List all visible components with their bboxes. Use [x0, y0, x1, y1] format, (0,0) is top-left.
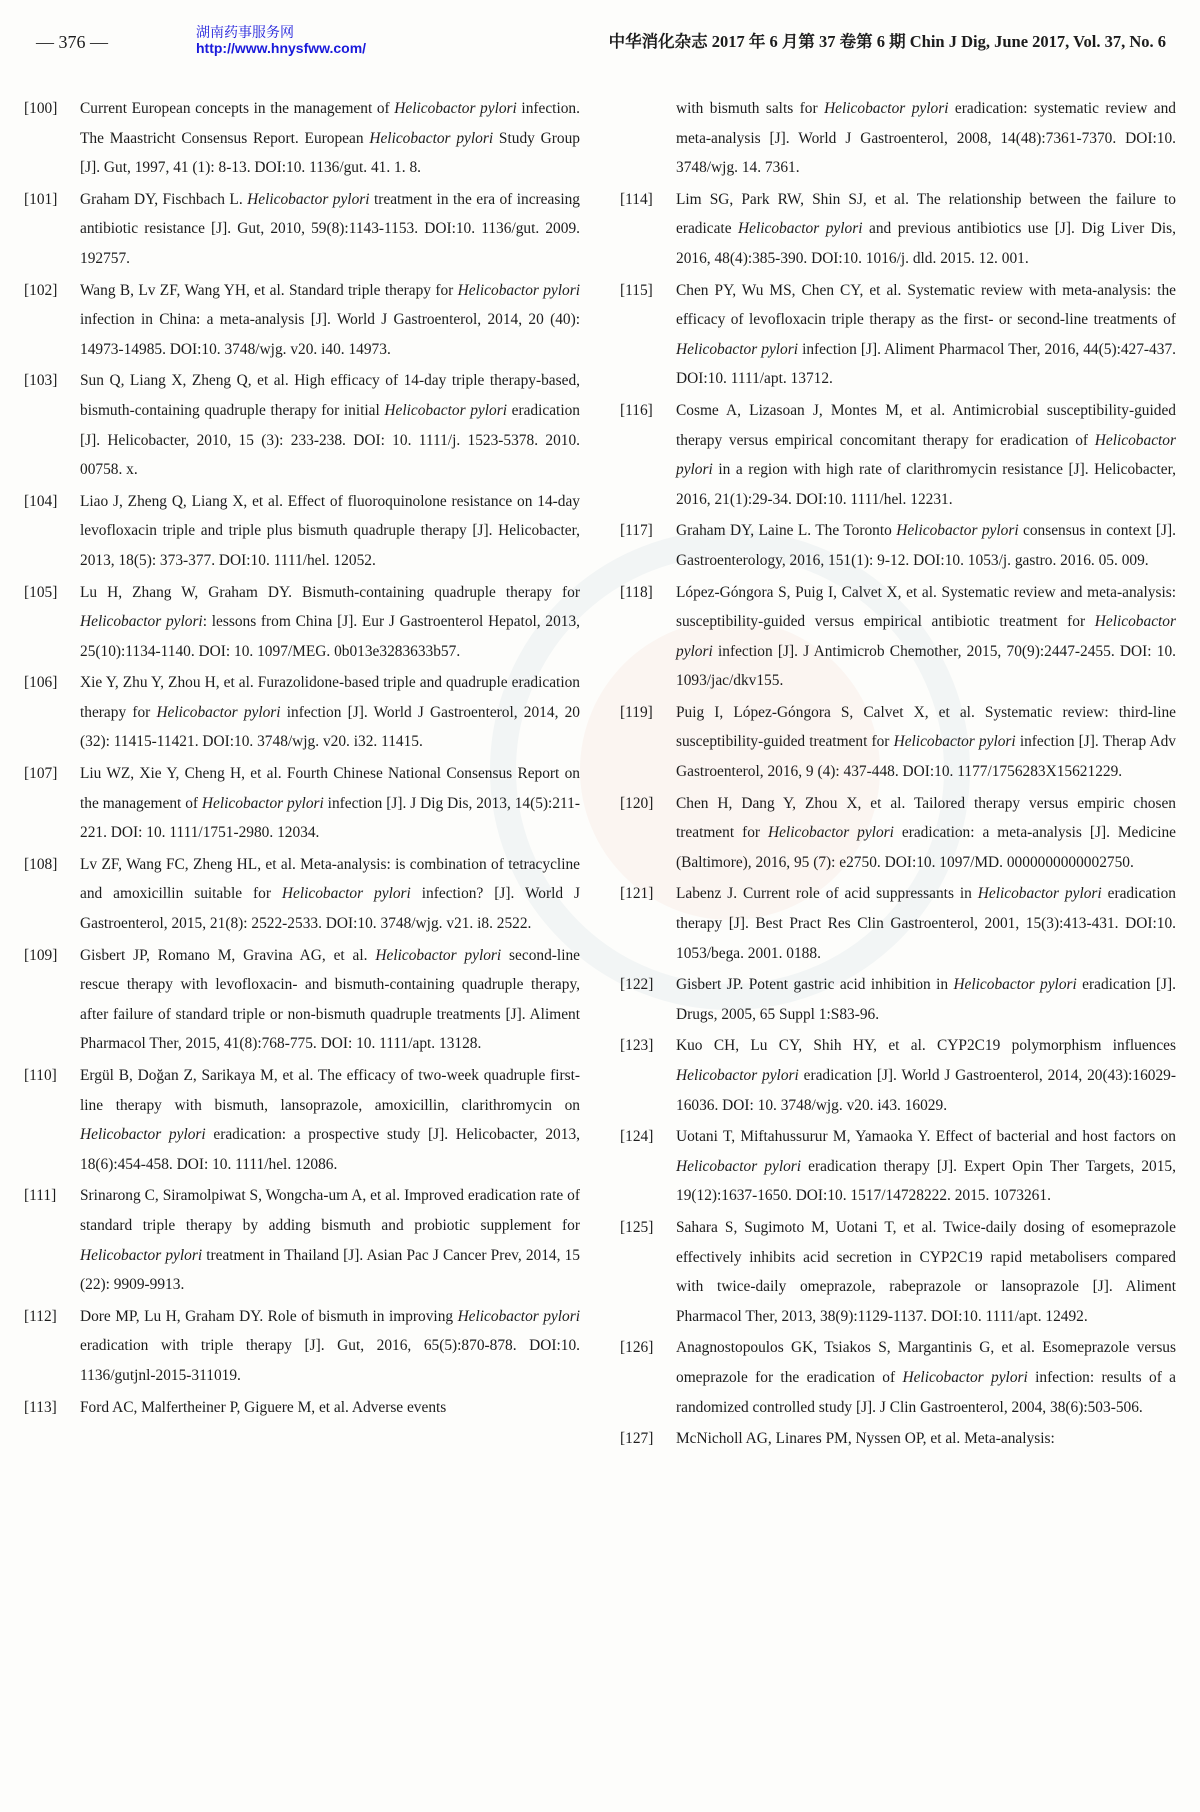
reference-entry	[620, 396, 1176, 514]
reference-text: Lv ZF, Wang FC, Zheng HL, et al. Meta-analysis: is combination of tetracycline and amoxicillin suitable for Helicobactor pylori infection? [J]. World J Gastroenterol, 2015, 21(8): 2522-2533. DOI:10. 3748/wjg. v21. i8. 2522.	[80, 855, 581, 933]
reference-text: López-Góngora S, Puig I, Calvet X, et al. Systematic review and meta-analysis: susceptibility-guided versus empirical antibiotic treatment for Helicobactor pylori infection [J]. J Antimicrob Chemother, 2015, 70(9):2447-2455. DOI: 10. 1093/jac/dkv155.	[676, 583, 1176, 690]
reference-text: Graham DY, Laine L. The Toronto Helicobactor pylori consensus in context [J]. Gastroenterology, 2016, 151(1): 9-12. DOI:10. 1053/j. gastro. 2016. 05. 009.	[676, 522, 1176, 569]
references-right-column	[620, 94, 1176, 1456]
reference-text: Gisbert JP, Romano M, Gravina AG, et al. Helicobactor pylori second-line rescue therapy with levofloxacin- and bismuth-containing quadruple therapy, after failure of standard triple or non-bismuth quadruple treatments [J]. Aliment Pharmacol Ther, 2015, 41(8):768-775. DOI: 10. 1111/apt. 13128.	[80, 946, 580, 1053]
species-name-italic: Helicobactor pylori	[80, 613, 203, 631]
reference-number: [120]	[620, 794, 654, 812]
reference-entry	[24, 94, 580, 183]
reference-text: Labenz J. Current role of acid suppressants in Helicobactor pylori eradication therapy [J]. Best Pract Res Clin Gastroenterol, 2001, 15(3):413-431. DOI:10. 1053/bega. 2001. 0188.	[676, 885, 1176, 962]
species-name-italic: Helicobactor pylori	[676, 431, 1176, 479]
species-name-italic: Helicobactor pylori	[676, 1157, 802, 1175]
reference-entry	[24, 759, 580, 848]
reference-number: [124]	[620, 1128, 654, 1146]
reference-text: Sun Q, Liang X, Zheng Q, et al. High efficacy of 14-day triple therapy-based, bismuth-containing quadruple therapy for initial Helicobactor pylori eradication [J]. Helicobacter, 2010, 15 (3): 233-238. DOI: 10. 1111/j. 1523-5378. 2010. 00758. x.	[80, 372, 580, 479]
reference-entry	[620, 1122, 1176, 1211]
reference-entry	[620, 879, 1176, 968]
species-name-italic: Helicobactor pylori	[824, 100, 949, 117]
reference-number: [117]	[620, 522, 653, 540]
species-name-italic: Helicobactor pylori	[281, 885, 411, 903]
reference-text: Sahara S, Sugimoto M, Uotani T, et al. Twice-daily dosing of esomeprazole effectively inhibits acid secretion in CYP2C19 rapid metabolisers compared with twice-daily omeprazole, rabeprazole or lansoprazole [J]. Aliment Pharmacol Ther, 2013, 38(9):1129-1137. DOI:10. 1111/apt. 12492.	[676, 1218, 1176, 1325]
reference-text: Liao J, Zheng Q, Liang X, et al. Effect of fluoroquinolone resistance on 14-day levofloxacin triple and triple plus bismuth quadruple therapy [J]. Helicobacter, 2013, 18(5): 373-377. DOI:10. 1111/hel. 12052.	[80, 492, 580, 569]
journal-running-head: 中华消化杂志 2017 年 6 月第 37 卷第 6 期 Chin J Dig, June 2017, Vol. 37, No. 6	[608, 32, 1166, 51]
site-name: 湖南药事服务网	[196, 24, 294, 40]
reference-text: Puig I, López-Góngora S, Calvet X, et al. Systematic review: third-line susceptibility-guided treatment for Helicobactor pylori infection [J]. Therap Adv Gastroenterol, 2016, 9 (4): 437-448. DOI:10. 1177/1756283X15621229.	[676, 703, 1176, 781]
reference-entry	[620, 1333, 1176, 1422]
reference-text: Cosme A, Lizasoan J, Montes M, et al. Antimicrobial susceptibility-guided therapy versus empirical concomitant therapy for eradication of Helicobactor pylori in a region with high rate of clarithromycin resistance [J]. Helicobacter, 2016, 21(1):29-34. DOI:10. 1111/hel. 12231.	[676, 401, 1176, 508]
reference-entry	[24, 487, 580, 576]
reference-number: [102]	[24, 281, 58, 299]
species-name-italic: Helicobactor pylori	[369, 129, 494, 147]
species-name-italic: Helicobactor pylori	[738, 220, 863, 238]
reference-entry	[620, 1031, 1176, 1120]
reference-number: [115]	[620, 281, 653, 299]
reference-entry	[620, 970, 1176, 1029]
reference-continuation: with bismuth salts for Helicobactor pylori eradication: systematic review and meta-analysis [J]. World J Gastroenterol, 2008, 14(48):7361-7370. DOI:10. 3748/wjg. 14. 7361.	[676, 100, 1176, 177]
reference-entry	[24, 185, 580, 274]
reference-text: Xie Y, Zhu Y, Zhou H, et al. Furazolidone-based triple and quadruple eradication therapy for Helicobactor pylori infection [J]. World J Gastroenterol, 2014, 20 (32): 11415-11421. DOI:10. 3748/wjg. v20. i32. 11415.	[80, 674, 580, 751]
species-name-italic: Helicobactor pylori	[80, 1126, 206, 1144]
reference-number: [107]	[24, 765, 58, 783]
species-name-italic: Helicobactor pylori	[767, 824, 894, 842]
species-name-italic: Helicobactor pylori	[247, 190, 370, 208]
reference-number: [121]	[620, 885, 654, 903]
reference-text: Kuo CH, Lu CY, Shih HY, et al. CYP2C19 polymorphism influences Helicobactor pylori eradication [J]. World J Gastroenterol, 2014, 20(43):16029-16036. DOI: 10. 3748/wjg. v20. i43. 16029.	[676, 1037, 1176, 1114]
reference-text: Ford AC, Malfertheiner P, Giguere M, et al. Adverse events	[80, 1398, 447, 1416]
species-name-italic: Helicobactor pylori	[902, 1368, 1028, 1386]
species-name-italic: Helicobactor pylori	[676, 613, 1176, 660]
species-name-italic: Helicobactor pylori	[156, 703, 281, 721]
page-number: — 376 —	[36, 32, 108, 52]
reference-text: McNicholl AG, Linares PM, Nyssen OP, et al. Meta-analysis:	[676, 1430, 1055, 1448]
reference-entry	[620, 185, 1176, 274]
references-left-column	[24, 94, 580, 1424]
site-url-link[interactable]: http://www.hnysfww.com/	[196, 40, 367, 56]
reference-entry	[620, 516, 1176, 575]
reference-text: Lu H, Zhang W, Graham DY. Bismuth-containing quadruple therapy for Helicobactor pylori: lessons from China [J]. Eur J Gastroenterol Hepatol, 2013, 25(10):1134-1140. DOI: 10. 1097/MEG. 0b013e3283633b57.	[80, 583, 580, 660]
species-name-italic: Helicobactor pylori	[977, 885, 1102, 903]
reference-entry	[620, 578, 1176, 696]
reference-number: [110]	[24, 1067, 57, 1084]
reference-entry	[620, 1213, 1176, 1331]
reference-number: [111]	[24, 1187, 57, 1205]
reference-number: [100]	[24, 100, 58, 117]
reference-number: [103]	[24, 372, 58, 390]
reference-number: [113]	[24, 1398, 57, 1416]
reference-number: [109]	[24, 946, 58, 964]
reference-text: Liu WZ, Xie Y, Cheng H, et al. Fourth Chinese National Consensus Report on the management of Helicobactor pylori infection [J]. J Dig Dis, 2013, 14(5):211-221. DOI: 10. 1111/1751-2980. 12034.	[80, 765, 580, 842]
reference-number: [116]	[620, 401, 653, 419]
page-header	[0, 0, 1200, 80]
reference-number: [119]	[620, 703, 653, 721]
reference-number: [114]	[620, 190, 653, 208]
reference-entry	[620, 698, 1176, 787]
species-name-italic: Helicobactor pylori	[457, 1307, 580, 1325]
reference-number: [112]	[24, 1307, 57, 1325]
reference-text: Anagnostopoulos GK, Tsiakos S, Margantinis G, et al. Esomeprazole versus omeprazole for the eradication of Helicobactor pylori infection: results of a randomized controlled study [J]. J Clin Gastroenterol, 2004, 38(6):503-506.	[676, 1339, 1176, 1416]
reference-number: [104]	[24, 492, 58, 510]
reference-text: Dore MP, Lu H, Graham DY. Role of bismuth in improving Helicobactor pylori eradication with triple therapy [J]. Gut, 2016, 65(5):870-878. DOI:10. 1136/gutjnl-2015-311019.	[80, 1307, 580, 1384]
reference-entry	[24, 668, 580, 757]
reference-number: [105]	[24, 583, 58, 601]
reference-number: [118]	[620, 583, 653, 601]
reference-entry	[620, 276, 1176, 394]
reference-entry	[24, 941, 580, 1059]
reference-entry	[24, 366, 580, 484]
reference-text: Srinarong C, Siramolpiwat S, Wongcha-um A, et al. Improved eradication rate of standard triple therapy by adding bismuth and probiotic supplement for Helicobactor pylori treatment in Thailand [J]. Asian Pac J Cancer Prev, 2014, 15 (22): 9909-9913.	[80, 1187, 580, 1294]
reference-text: Wang B, Lv ZF, Wang YH, et al. Standard triple therapy for Helicobactor pylori infection in China: a meta-analysis [J]. World J Gastroenterol, 2014, 20 (40): 14973-14985. DOI:10. 3748/wjg. v20. i40. 14973.	[80, 281, 580, 358]
species-name-italic: Helicobactor pylori	[201, 794, 324, 812]
species-name-italic: Helicobactor pylori	[893, 733, 1016, 751]
reference-text: Uotani T, Miftahussurur M, Yamaoka Y. Effect of bacterial and host factors on Helicobactor pylori eradication therapy [J]. Expert Opin Ther Targets, 2015, 19(12):1637-1650. DOI:10. 1517/14728222. 2015. 1073261.	[676, 1128, 1176, 1205]
reference-entry	[24, 850, 580, 939]
reference-text: Gisbert JP. Potent gastric acid inhibition in Helicobactor pylori eradication [J]. Drugs, 2005, 65 Suppl 1:S83-96.	[676, 976, 1176, 1023]
species-name-italic: Helicobactor pylori	[953, 976, 1077, 994]
reference-text: Graham DY, Fischbach L. Helicobactor pylori treatment in the era of increasing antibiotic resistance [J]. Gut, 2010, 59(8):1143-1153. DOI:10. 1136/gut. 2009. 192757.	[80, 190, 580, 267]
reference-entry	[24, 1061, 580, 1179]
reference-text: Chen H, Dang Y, Zhou X, et al. Tailored therapy versus empiric chosen treatment for Helicobactor pylori eradication: a meta-analysis [J]. Medicine (Baltimore), 2016, 95 (7): e2750. DOI:10. 1097/MD. 0000000000002750.	[676, 794, 1176, 871]
reference-text: Chen PY, Wu MS, Chen CY, et al. Systematic review with meta-analysis: the efficacy of levofloxacin triple therapy as the first- or second-line treatments of Helicobactor pylori infection [J]. Aliment Pharmacol Ther, 2016, 44(5):427-437. DOI:10. 1111/apt. 13712.	[676, 281, 1176, 388]
reference-number: [125]	[620, 1218, 654, 1236]
reference-entry	[24, 1181, 580, 1299]
reference-entry	[24, 1393, 580, 1423]
reference-number: [123]	[620, 1037, 654, 1055]
reference-number: [122]	[620, 976, 654, 994]
reference-entry	[24, 276, 580, 365]
reference-number: [108]	[24, 855, 58, 873]
reference-text: Current European concepts in the management of Helicobactor pylori infection. The Maastricht Consensus Report. European Helicobactor pylori Study Group [J]. Gut, 1997, 41 (1): 8-13. DOI:10. 1136/gut. 41. 1. 8.	[80, 100, 580, 177]
species-name-italic: Helicobactor pylori	[676, 1067, 799, 1084]
reference-entry	[24, 1302, 580, 1391]
reference-entry	[620, 789, 1176, 878]
reference-number: [127]	[620, 1430, 654, 1448]
reference-number: [101]	[24, 190, 58, 208]
reference-entry	[620, 1424, 1176, 1454]
species-name-italic: Helicobactor pylori	[394, 100, 517, 117]
reference-text: Ergül B, Doğan Z, Sarikaya M, et al. The efficacy of two-week quadruple first-line therapy with bismuth, lansoprazole, amoxicillin, clarithromycin on Helicobactor pylori eradication: a prospective study [J]. Helicobacter, 2013, 18(6):454-458. DOI: 10. 1111/hel. 12086.	[80, 1067, 580, 1173]
species-name-italic: Helicobactor pylori	[384, 401, 507, 419]
species-name-italic: Helicobactor pylori	[896, 522, 1019, 540]
species-name-italic: Helicobactor pylori	[375, 946, 502, 964]
species-name-italic: Helicobactor pylori	[80, 1246, 203, 1264]
reference-text: Lim SG, Park RW, Shin SJ, et al. The relationship between the failure to eradicate Helicobactor pylori and previous antibiotics use [J]. Dig Liver Dis, 2016, 48(4):385-390. DOI:10. 1016/j. dld. 2015. 12. 001.	[676, 190, 1176, 267]
reference-entry	[24, 578, 580, 667]
reference-number: [106]	[24, 674, 58, 692]
species-name-italic: Helicobactor pylori	[676, 340, 799, 358]
species-name-italic: Helicobactor pylori	[457, 281, 580, 299]
reference-number: [126]	[620, 1339, 654, 1357]
